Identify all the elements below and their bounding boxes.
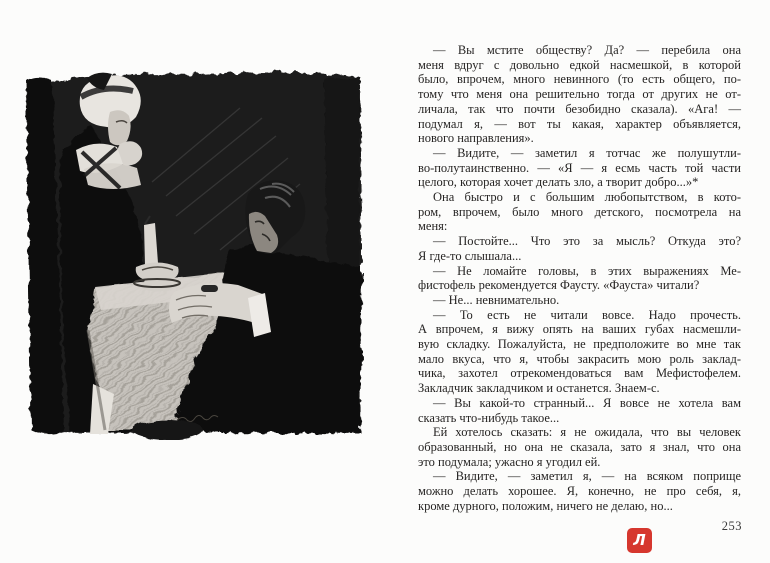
- text-line: — Видите, — заметил я, — на всяком поприще: [433, 469, 741, 484]
- paragraph: [418, 293, 741, 308]
- text-line: — Не... невнимательно.: [433, 292, 560, 307]
- text-line: подумал я, — вот ты какая, характер объявляется,: [418, 116, 741, 131]
- paragraph: [418, 264, 741, 293]
- text-line: — Постойте... Что это за мысль? Откуда это?: [433, 234, 741, 249]
- labirint-letter-icon: Л: [633, 531, 646, 549]
- paragraph: [418, 190, 741, 234]
- text-line: — Вы какой-то странный... Я вовсе не хотела вам: [433, 395, 741, 410]
- paragraph: [418, 43, 741, 146]
- text-line: мало вкуса, что я, чтобы закрасить мою роль заклад-: [418, 351, 741, 366]
- text-line: целого, которая хочет делать зло, а творит добро...»*: [418, 175, 699, 190]
- text-line: Я где-то слышала...: [418, 248, 522, 263]
- labirint-watermark: [627, 528, 652, 553]
- text-line: можно делать хорошее. Я, конечно, не про себя, я,: [418, 484, 741, 499]
- text-line: кроме дурного, положим, ничего не делаю, но...: [418, 498, 673, 513]
- paragraph: [418, 396, 741, 425]
- text-line: сказать что-нибудь такое...: [418, 410, 560, 425]
- text-column: [418, 43, 741, 514]
- text-line: Закладчик закладчиком и останется. Знаем-с.: [418, 381, 660, 396]
- text-line: Ей хотелось сказать: я не ожидала, что вы человек: [433, 425, 741, 440]
- paragraph: [418, 425, 741, 469]
- paragraph: [418, 308, 741, 396]
- text-line: было, впрочем, много невинного (то есть общего, по-: [418, 72, 741, 87]
- text-line: тому что меня она решительно тогда от других не от-: [418, 87, 741, 102]
- book-illustration: [24, 64, 364, 440]
- text-line: ром, впрочем, было много детского, посмотрела на: [418, 204, 741, 219]
- text-line: Она быстро и с большим любопытством, в кото-: [433, 190, 741, 205]
- text-line: это подумала; ужасно я угодил ей.: [418, 454, 601, 469]
- text-line: — Не ломайте головы, в этих выражениях Ме-: [433, 263, 741, 278]
- text-line: — То есть не читали вовсе. Надо прочесть.: [433, 307, 741, 322]
- text-line: вую складку. Пожалуйста, не предположите во мне так: [418, 337, 741, 352]
- text-line: во-полутаинственно. — «Я — я есмь часть той части: [418, 160, 741, 175]
- text-line: нового направления».: [418, 131, 534, 146]
- text-line: — Вы мстите обществу? Да? — перебила она: [433, 43, 741, 57]
- text-line: А впрочем, я вижу опять на ваших губах насмешли-: [418, 322, 741, 337]
- text-line: личала, так что почти безобидно сказала). «Ага! —: [418, 101, 741, 116]
- text-line: меня вдруг с довольно едкой насмешкой, в которой: [418, 57, 741, 72]
- paragraph: [418, 146, 741, 190]
- table-shadow: [133, 420, 203, 440]
- page-number: 253: [721, 519, 742, 533]
- text-line: чика, захотел отрекомендоваться вам Мефистофелем.: [418, 366, 741, 381]
- paragraph: [418, 234, 741, 263]
- text-line: образованный, но она не сказала, зато я знал, что она: [418, 439, 741, 454]
- text-line: меня:: [418, 219, 448, 234]
- paragraph: [418, 469, 741, 513]
- text-line: — Видите, — заметил я тотчас же полушутли-: [433, 145, 741, 160]
- text-line: фистофель рекомендуется Фаусту. «Фауста» читали?: [418, 278, 700, 293]
